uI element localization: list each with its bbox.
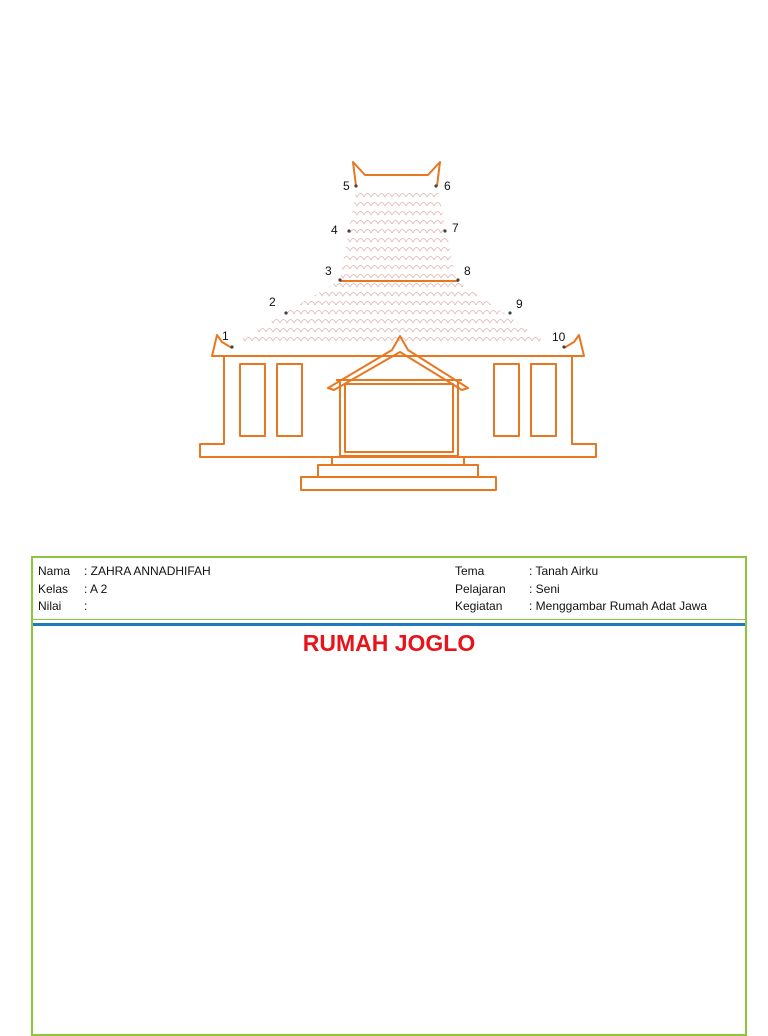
worksheet-title: RUMAH JOGLO [302, 630, 476, 656]
dot-8 [456, 278, 459, 281]
dot-label-9: 9 [516, 297, 523, 311]
window-left-1 [240, 364, 265, 436]
dot-label-7: 7 [452, 221, 459, 235]
dot-label-3: 3 [325, 264, 332, 278]
dot-label-1: 1 [222, 329, 229, 343]
dot-label-4: 4 [331, 223, 338, 237]
kegiatan-label: Kegiatan [455, 599, 503, 613]
dot-label-6: 6 [444, 179, 451, 193]
roof-crest [353, 162, 440, 186]
info-row-pelajaran [455, 581, 560, 597]
info-row-kelas [38, 581, 107, 597]
dot-4 [347, 229, 350, 232]
pelajaran-value: : Seni [529, 582, 560, 596]
nama-label: Nama [38, 564, 71, 578]
dot-5 [354, 184, 357, 187]
nama-value: : ZAHRA ANNADHIFAH [84, 564, 211, 578]
info-row-tema [455, 563, 598, 579]
step-1 [332, 457, 464, 465]
dot-1 [230, 345, 233, 348]
kelas-label: Kelas [38, 582, 69, 596]
dot-3 [338, 278, 341, 281]
porch-frame [340, 380, 458, 456]
dot-label-5: 5 [343, 179, 350, 193]
dot-label-8: 8 [464, 264, 471, 278]
divider-blue [33, 623, 745, 626]
nilai-value: : [84, 599, 88, 613]
student-info [33, 558, 745, 620]
dot-label-2: 2 [269, 295, 276, 309]
kegiatan-value: : Menggambar Rumah Adat Jawa [529, 599, 708, 613]
window-right-1 [494, 364, 519, 436]
worksheet-box [31, 556, 747, 1036]
tema-value: : Tanah Airku [529, 564, 599, 578]
house-wall [200, 356, 596, 457]
info-row-nilai [38, 598, 87, 614]
dot-10 [562, 345, 565, 348]
dot-7 [443, 229, 446, 232]
divider-green [33, 619, 745, 620]
roof-tiles [230, 190, 552, 346]
info-row-kegiatan [455, 598, 707, 614]
dot-2 [284, 311, 287, 314]
nilai-label: Nilai [38, 599, 62, 613]
kelas-value: : A 2 [84, 582, 108, 596]
dot-6 [434, 184, 437, 187]
step-2 [318, 465, 478, 477]
step-3 [301, 477, 496, 490]
tema-label: Tema [455, 564, 485, 578]
pelajaran-label: Pelajaran [455, 582, 506, 596]
window-right-2 [531, 364, 556, 436]
info-row-nama [38, 563, 211, 579]
dot-label-10: 10 [552, 330, 566, 344]
window-left-2 [277, 364, 302, 436]
dot-9 [508, 311, 511, 314]
doorway [345, 384, 453, 452]
